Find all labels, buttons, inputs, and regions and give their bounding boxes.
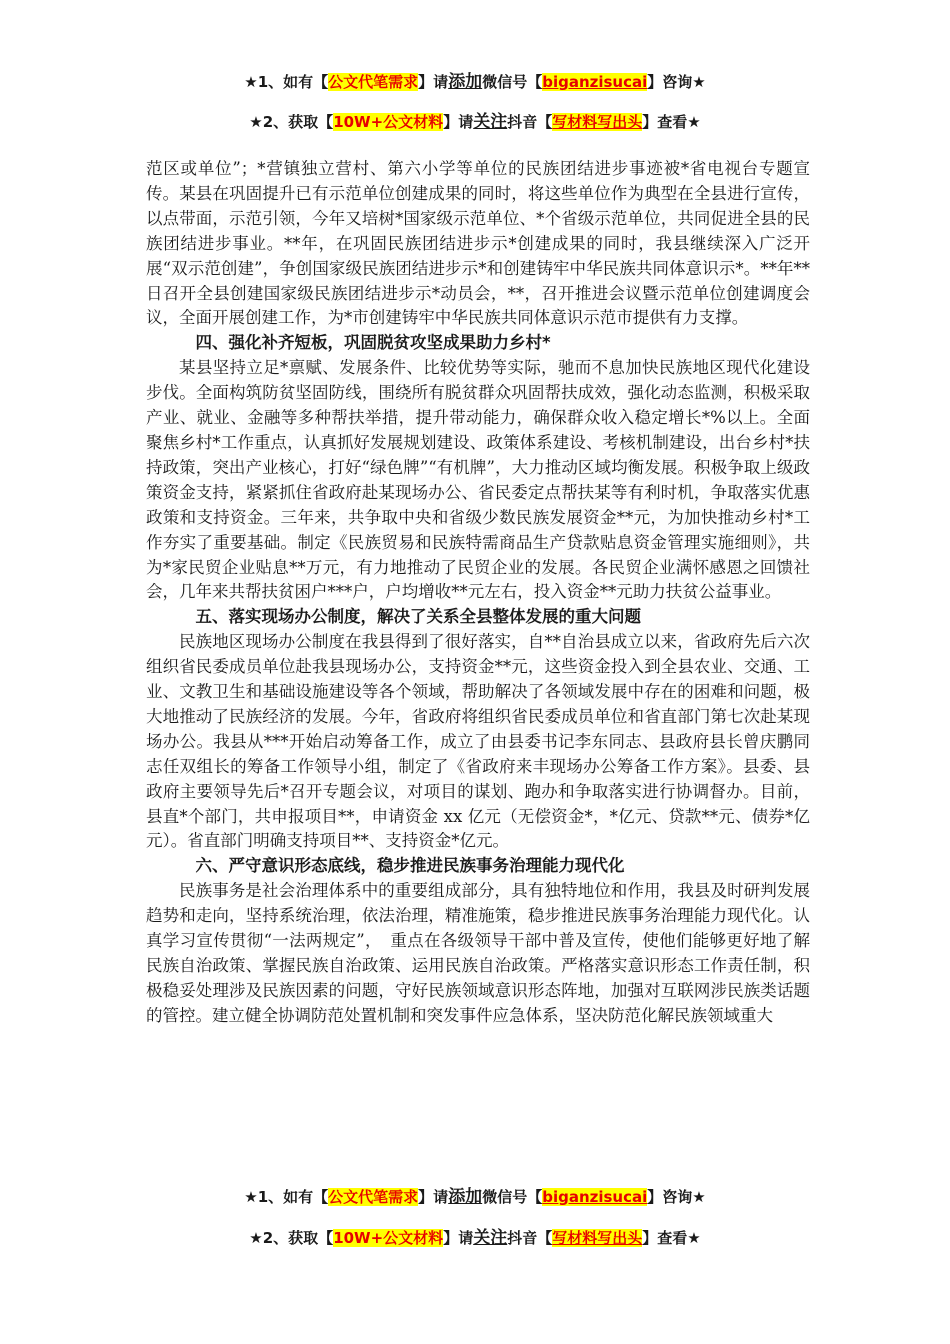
banner-text: 】查看★	[642, 113, 701, 131]
section-heading-6: 六、严守意识形态底线，稳步推进民族事务治理能力现代化	[195, 856, 625, 876]
banner-text: 】请	[443, 1229, 474, 1247]
douyin-account[interactable]: 写材料写出头	[552, 1229, 643, 1247]
banner-text: 】咨询★	[647, 73, 706, 91]
promo-banner-line-1	[0, 71, 950, 93]
banner-text: 抖音【	[507, 1229, 553, 1247]
underlined-action: 添加	[448, 1187, 483, 1207]
highlight-materials: 10W+公文材料	[333, 1229, 444, 1247]
highlight-service: 公文代笔需求	[328, 1188, 419, 1206]
underlined-action: 添加	[448, 72, 483, 92]
banner-text: ★1、如有【	[244, 1188, 329, 1206]
paragraph: 民族事务是社会治理体系中的重要组成部分，具有独特地位和作用，我县及时研判发展趋势和走向，坚持系统治理，依法治理，精准施策，稳步推进民族事务治理能力现代化。认真学习宣传贯彻“一法两规定”， 重点在各级领导干部中普及宣传，使他们能够更好地了解民族自治政策、掌握民族自治政策、运用民族自治政策。严格落实意识形态工作责任制，积极稳妥处理涉及民族因素的问题，守好民族领域意识形态阵地，加强对互联网涉民族类话题的管控。建立健全协调防范处置机制和突发事件应急体系，坚决防范化解民族领域重大	[146, 881, 810, 1025]
underlined-action: 关注	[473, 112, 508, 132]
banner-text: 】请	[418, 1188, 449, 1206]
promo-footer-line-2	[0, 1227, 950, 1249]
banner-text: 】请	[418, 73, 449, 91]
paragraph: 民族地区现场办公制度在我县得到了很好落实，自**自治县成立以来，省政府先后六次组织省民委成员单位赴我县现场办公，支持资金**元，这些资金投入到全县农业、交通、工业、文教卫生和基础设施建设等各个领域，帮助解决了各领域发展中存在的困难和问题，极大地推动了民族经济的发展。今年，省政府将组织省民委成员单位和省直部门第七次赴某现场办公。我县从***开始启动筹备工作，成立了由县委书记李东同志、县政府县长曾庆鹏同志任双组长的筹备工作领导小组，制定了《省政府来丰现场办公筹备工作方案》。县委、县政府主要领导先后*召开专题会议，对项目的谋划、跑办和争取落实进行协调督办。目前，县直*个部门，共申报项目**，申请资金 xx 亿元（无偿资金*，*亿元、贷款**元、债券*亿元）。省直部门明确支持项目**、支持资金*亿元。	[146, 632, 810, 851]
highlight-service: 公文代笔需求	[328, 73, 419, 91]
banner-text: 】查看★	[642, 1229, 701, 1247]
highlight-materials: 10W+公文材料	[333, 113, 444, 131]
underlined-action: 关注	[473, 1228, 508, 1248]
promo-banner-line-2	[0, 111, 950, 133]
banner-text: 微信号【	[482, 1188, 543, 1206]
paragraph: 某县坚持立足*禀赋、发展条件、比较优势等实际，驰而不息加快民族地区现代化建设步伐。全面构筑防贫坚固防线，围绕所有脱贫群众巩固帮扶成效，强化动态监测，积极采取产业、就业、金融等多种帮扶举措，提升带动能力，确保群众收入稳定增长*%以上。全面聚焦乡村*工作重点，认真抓好发展规划建设、政策体系建设、考核机制建设，出台乡村*扶持政策，突出产业核心，打好“绿色牌”“有机牌”，大力推动区域均衡发展。积极争取上级政策资金支持，紧紧抓住省政府赴某现场办公、省民委定点帮扶某等有利时机，争取落实优惠政策和支持资金。三年来，共争取中央和省级少数民族发展资金**元，为加快推动乡村*工作夯实了重要基础。制定《民族贸易和民族特需商品生产贷款贴息资金管理实施细则》，共为*家民贸企业贴息**万元，有力地推动了民贸企业的发展。各民贸企业满怀感恩之回馈社会，几年来共帮扶贫困户***户，户均增收**元左右，投入资金**元助力扶贫公益事业。	[146, 358, 810, 602]
section-heading-5: 五、落实现场办公制度，解决了关系全县整体发展的重大问题	[195, 607, 641, 627]
banner-text: ★2、获取【	[249, 1229, 334, 1247]
douyin-account[interactable]: 写材料写出头	[552, 113, 643, 131]
paragraph: 范区或单位”；*营镇独立营村、第六小学等单位的民族团结进步事迹被*省电视台专题宣传。某县在巩固提升已有示范单位创建成果的同时，将这些单位作为典型在全县进行宣传，以点带面，示范引领，今年又培树*国家级示范单位、*个省级示范单位，共同促进全县的民族团结进步事业。**年，在巩固民族团结进步示*创建成果的同时，我县继续深入广泛开展“双示范创建”，争创国家级民族团结进步示*和创建铸牢中华民族共同体意识示*。**年**日召开全县创建国家级民族团结进步示*动员会，**，召开推进会议暨示范单位创建调度会议，全面开展创建工作，为*市创建铸牢中华民族共同体意识示范市提供有力支撑。	[146, 159, 810, 328]
banner-text: 】请	[443, 113, 474, 131]
section-heading-4: 四、强化补齐短板，巩固脱贫攻坚成果助力乡村*	[195, 333, 551, 353]
banner-text: 微信号【	[482, 73, 543, 91]
banner-text: ★2、获取【	[249, 113, 334, 131]
wechat-id[interactable]: biganzisucai	[542, 1188, 648, 1206]
promo-footer-line-1	[0, 1186, 950, 1208]
document-body	[146, 157, 810, 1029]
banner-text: ★1、如有【	[244, 73, 329, 91]
banner-text: 】咨询★	[647, 1188, 706, 1206]
banner-text: 抖音【	[507, 113, 553, 131]
wechat-id[interactable]: biganzisucai	[542, 73, 648, 91]
